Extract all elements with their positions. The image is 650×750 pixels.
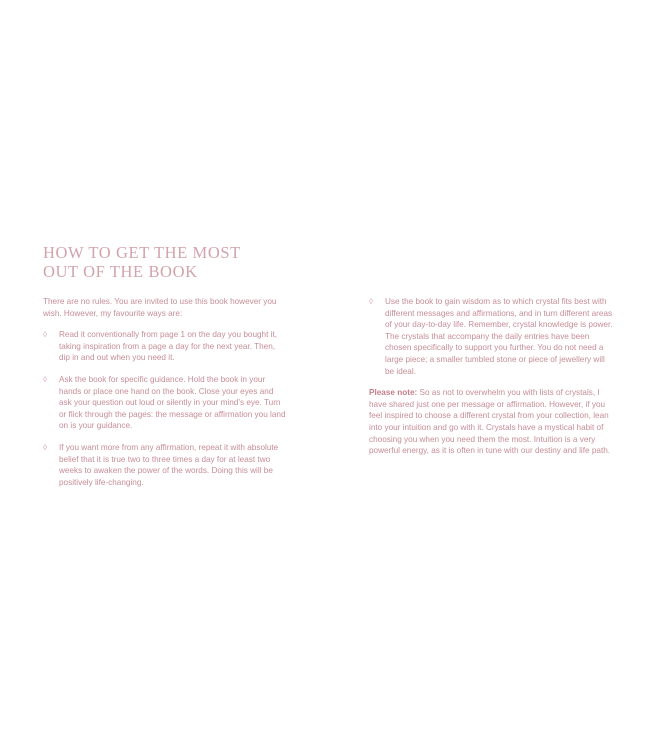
note-text: So as not to overwhelm you with lists of crystals, I have shared just one per message or affirmation. However, if you feel inspired to choose a different crystal from your collection, lean into your intuition and go with it. Crystals have a mystical habit of choosing you when you need them the most. Intuition is a very powerful energy, as it is often in tune with our destiny and life path. [369, 388, 611, 456]
diamond-bullet-icon: ◊ [43, 330, 47, 340]
right-bullet-list [369, 296, 614, 377]
bullet-item-repeat-affirmation [43, 442, 288, 488]
right-column [369, 296, 614, 457]
bullet-item-read-conventionally [43, 329, 288, 364]
bullet-item-ask-for-guidance [43, 374, 288, 432]
intro-paragraph: There are no rules. You are invited to use this book however you wish. However, my favourite ways are: [43, 297, 277, 318]
left-bullet-list [43, 329, 288, 488]
bullet-item-crystal-wisdom [369, 296, 614, 377]
section-heading-line-2: OUT OF THE BOOK [43, 262, 198, 281]
bullet-text: If you want more from any affirmation, repeat it with absolute belief that it is true two to three times a day for at least two weeks to awaken the power of the words. Doing this will be positively life-changing. [59, 442, 279, 487]
section-heading [43, 243, 303, 281]
diamond-bullet-icon: ◊ [43, 374, 47, 384]
diamond-bullet-icon: ◊ [369, 297, 373, 306]
bullet-text: Read it conventionally from page 1 on the day you bought it, taking inspiration from a page a day for the next year. Then, dip in and out when you need it. [59, 330, 278, 363]
bullet-text: Ask the book for specific guidance. Hold the book in your hands or place one hand on the book. Close your eyes and ask your question out loud or silently in your mind’s eye. Turn or flick through the pages: the message or affirmation you land on is your guidance. [59, 374, 286, 431]
bullet-text: Use the book to gain wisdom as to which crystal fits best with different messages and affirmations, and in turn different areas of your day-to-day life. Remember, crystal knowledge is power. The crystals that accompany the daily entries have been chosen specifically to support you further. You do not need a large piece; a smaller tumbled stone or piece of jewellery will be ideal. [385, 297, 613, 376]
left-column [43, 296, 288, 498]
note-label: Please note: [369, 388, 418, 398]
note-paragraph [369, 387, 614, 457]
section-heading-line-1: HOW TO GET THE MOST [43, 243, 241, 262]
diamond-bullet-icon: ◊ [43, 442, 47, 452]
